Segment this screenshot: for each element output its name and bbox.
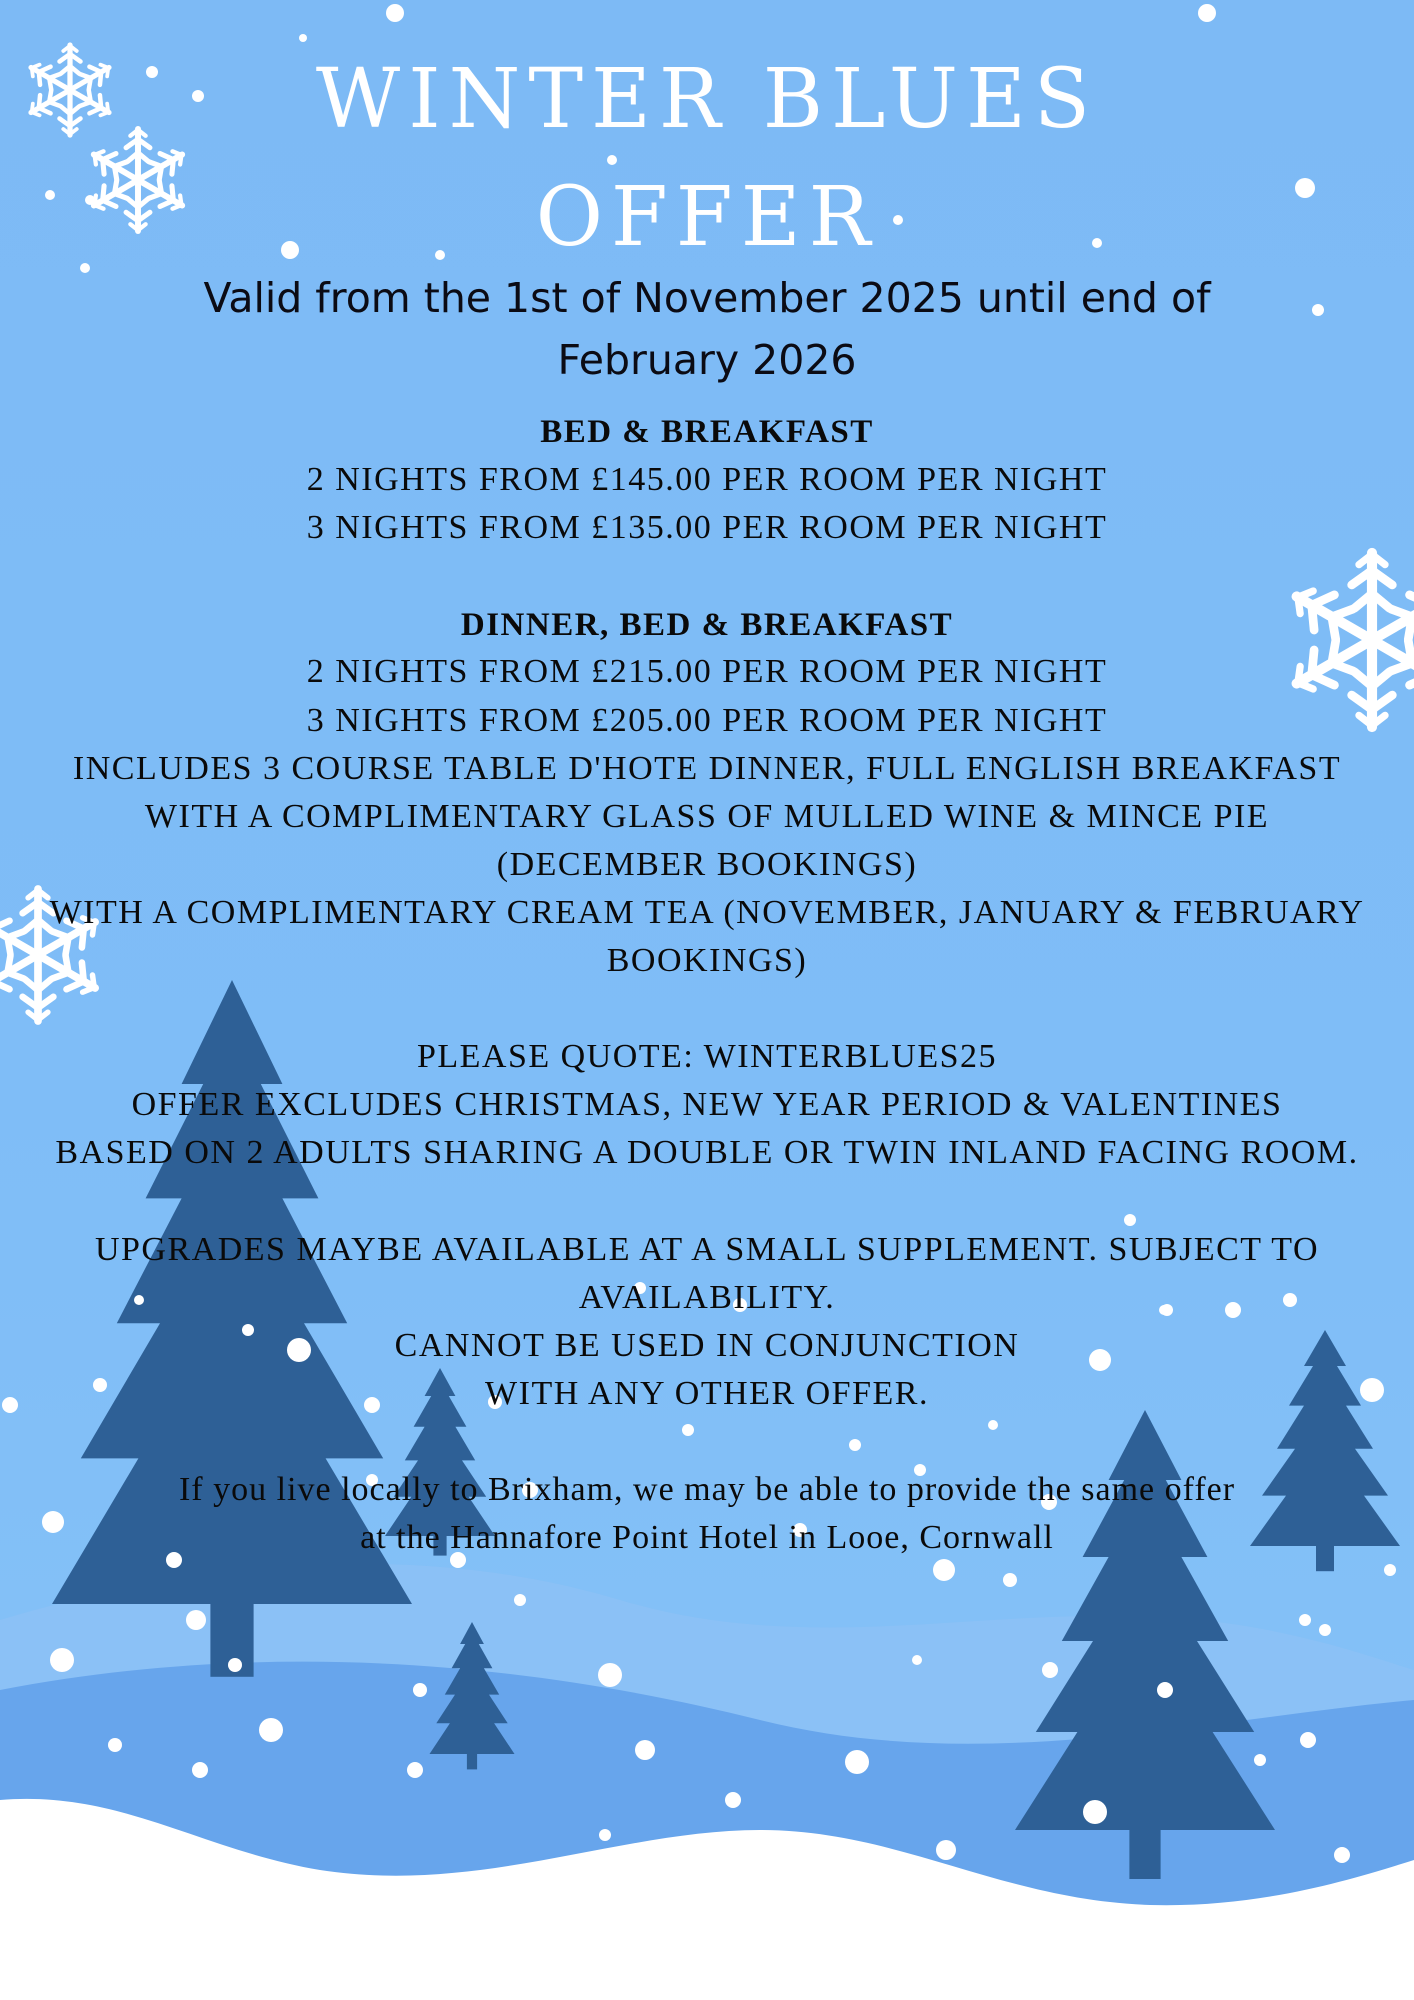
conjunction-note: CANNOT BE USED IN CONJUNCTION (394, 1327, 1020, 1364)
offer-title-line2: OFFER (535, 170, 879, 265)
validity-line2: February 2026 (557, 336, 857, 384)
bb-price-3-nights: 3 NIGHTS FROM £135.00 PER ROOM PER NIGHT (306, 509, 1108, 546)
offer-title-line1: WINTER BLUES (315, 52, 1099, 147)
dbb-price-3-nights: 3 NIGHTS FROM £205.00 PER ROOM PER NIGHT (306, 702, 1108, 739)
conjunction-note-2: WITH ANY OTHER OFFER. (485, 1375, 929, 1412)
room-basis: BASED ON 2 ADULTS SHARING A DOUBLE OR TWIN INLAND FACING ROOM. (55, 1134, 1359, 1171)
bb-heading: BED & BREAKFAST (540, 414, 874, 450)
dbb-mulled-wine-note: (DECEMBER BOOKINGS) (496, 846, 918, 883)
local-offer-line2: at the Hannafore Point Hotel in Looe, Cornwall (360, 1519, 1054, 1556)
dbb-mulled-wine: WITH A COMPLIMENTARY GLASS OF MULLED WINE & MINCE PIE (144, 798, 1270, 835)
bb-price-2-nights: 2 NIGHTS FROM £145.00 PER ROOM PER NIGHT (306, 461, 1108, 498)
dbb-price-2-nights: 2 NIGHTS FROM £215.00 PER ROOM PER NIGHT (306, 653, 1108, 690)
upgrades-note: UPGRADES MAYBE AVAILABLE AT A SMALL SUPPLEMENT. SUBJECT TO (94, 1231, 1320, 1268)
local-offer-line1: If you live locally to Brixham, we may be able to provide the same offer (178, 1471, 1236, 1508)
dbb-cream-tea-note: BOOKINGS) (606, 942, 808, 979)
validity-line1: Valid from the 1st of November 2025 until end of (203, 274, 1211, 322)
dbb-heading: DINNER, BED & BREAKFAST (460, 607, 954, 643)
dbb-cream-tea: WITH A COMPLIMENTARY CREAM TEA (NOVEMBER, JANUARY & FEBRUARY (49, 894, 1365, 931)
dbb-includes: INCLUDES 3 COURSE TABLE D'HOTE DINNER, FULL ENGLISH BREAKFAST (72, 750, 1342, 787)
exclusions: OFFER EXCLUDES CHRISTMAS, NEW YEAR PERIOD & VALENTINES (131, 1086, 1283, 1123)
upgrades-availability: AVAILABILITY. (578, 1279, 836, 1316)
quote-code: PLEASE QUOTE: WINTERBLUES25 (416, 1038, 998, 1075)
